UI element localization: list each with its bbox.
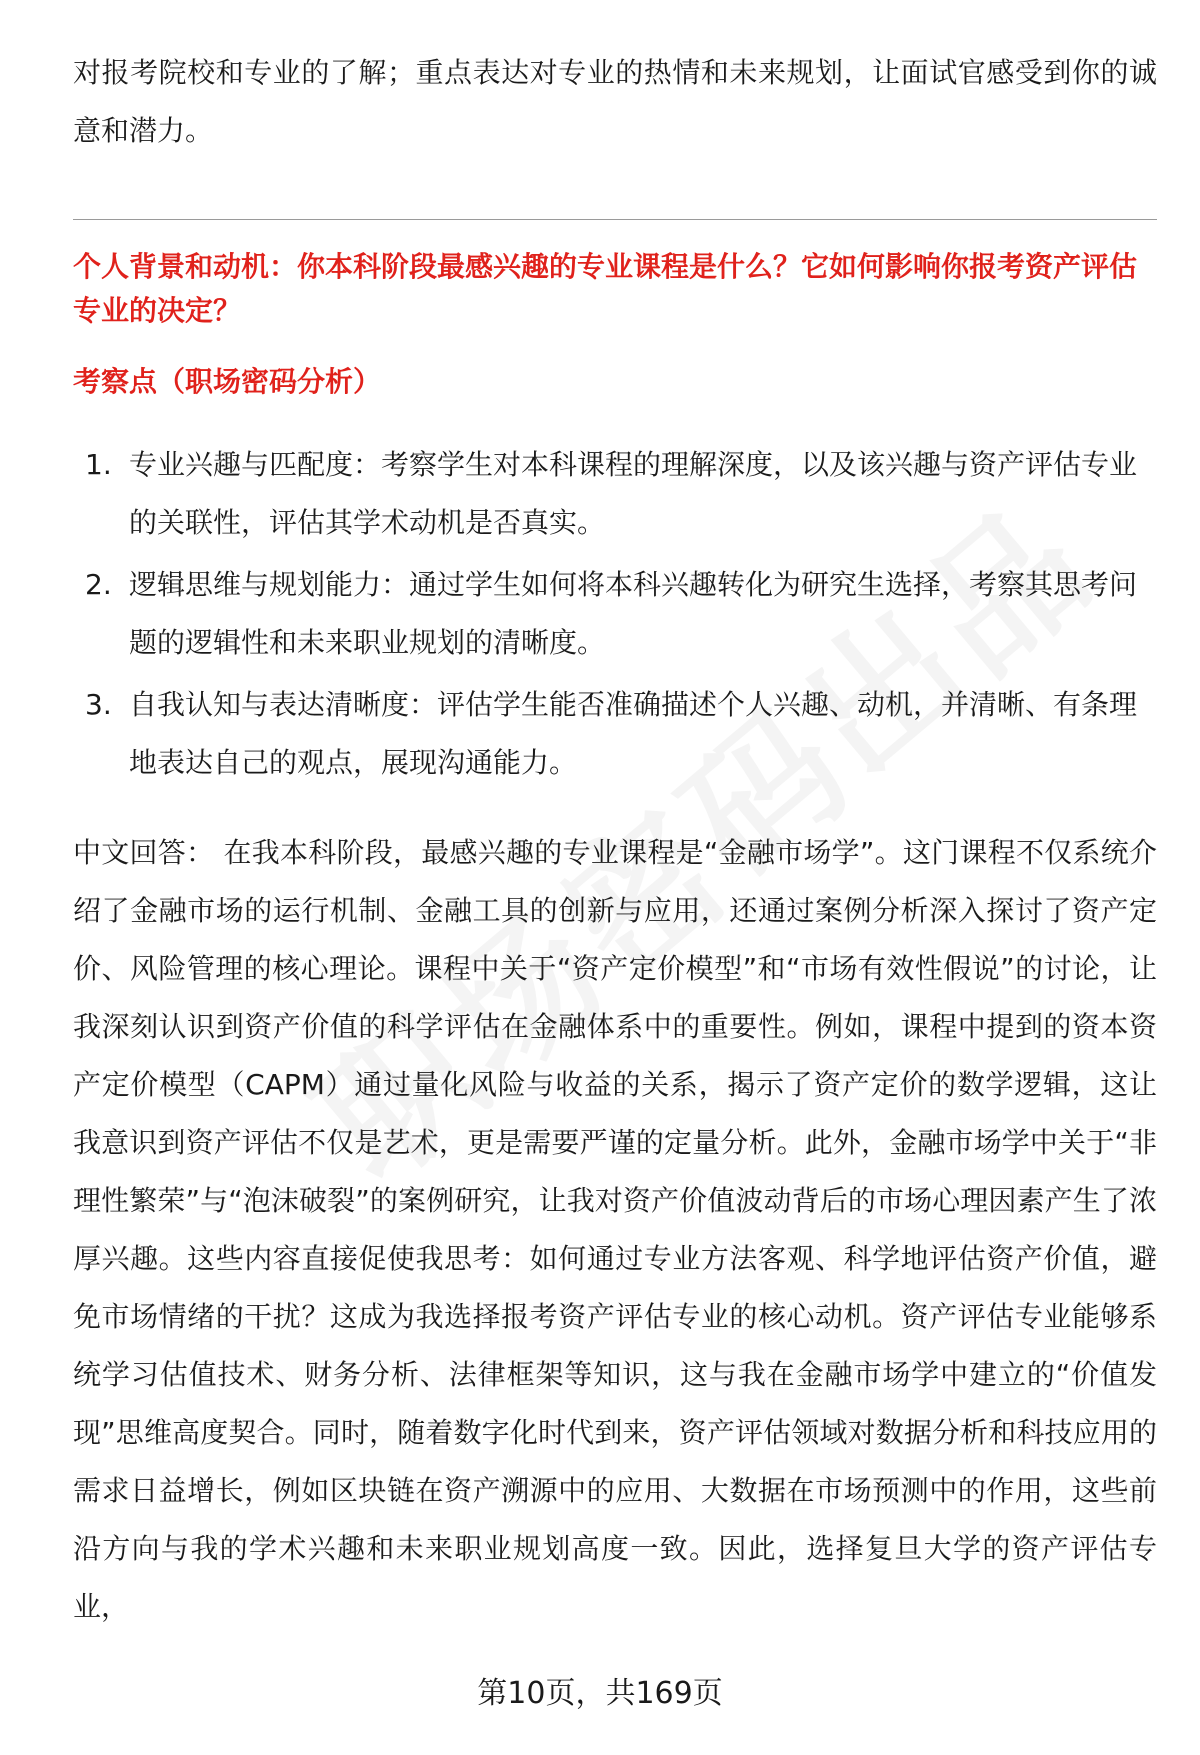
list-item-text: 自我认知与表达清晰度：评估学生能否准确描述个人兴趣、动机，并清晰、有条理地表达自己的观点，展现沟通能力。: [129, 688, 1138, 779]
list-item-number: 3.: [85, 688, 112, 721]
assessment-points-heading: 考察点（职场密码分析）: [73, 365, 382, 398]
list-item: [73, 556, 1157, 672]
assessment-points-list: [73, 436, 1157, 796]
section-divider: [73, 219, 1157, 220]
list-item-text: 专业兴趣与匹配度：考察学生对本科课程的理解深度，以及该兴趣与资产评估专业的关联性，评估其学术动机是否真实。: [129, 448, 1138, 539]
list-item-text: 逻辑思维与规划能力：通过学生如何将本科兴趣转化为研究生选择，考察其思考问题的逻辑性和未来职业规划的清晰度。: [129, 568, 1138, 659]
intro-paragraph: 对报考院校和专业的了解；重点表达对专业的热情和未来规划，让面试官感受到你的诚意和潜力。: [73, 56, 1157, 147]
page-number-footer: 第10页，共169页: [477, 1676, 723, 1711]
list-item-number: 2.: [85, 568, 112, 601]
list-item-number: 1.: [85, 448, 112, 481]
question-heading: 个人背景和动机：你本科阶段最感兴趣的专业课程是什么？它如何影响你报考资产评估专业的决定？: [73, 250, 1138, 327]
list-item: [73, 436, 1157, 552]
list-item: [73, 676, 1157, 792]
answer-paragraph: 中文回答： 在我本科阶段，最感兴趣的专业课程是“金融市场学”。这门课程不仅系统介绍了金融市场的运行机制、金融工具的创新与应用，还通过案例分析深入探讨了资产定价、风险管理的核心理论。课程中关于“资产定价模型”和“市场有效性假说”的讨论，让我深刻认识到资产价值的科学评估在金融体系中的重要性。例如，课程中提到的资本资产定价模型（CAPM）通过量化风险与收益的关系，揭示了资产定价的数学逻辑，这让我意识到资产评估不仅是艺术，更是需要严谨的定量分析。此外，金融市场学中关于“非理性繁荣”与“泡沫破裂”的案例研究，让我对资产价值波动背后的市场心理因素产生了浓厚兴趣。这些内容直接促使我思考：如何通过专业方法客观、科学地评估资产价值，避免市场情绪的干扰？这成为我选择报考资产评估专业的核心动机。资产评估专业能够系统学习估值技术、财务分析、法律框架等知识，这与我在金融市场学中建立的“价值发现”思维高度契合。同时，随着数字化时代到来，资产评估领域对数据分析和科技应用的需求日益增长，例如区块链在资产溯源中的应用、大数据在市场预测中的作用，这些前沿方向与我的学术兴趣和未来职业规划高度一致。因此，选择复旦大学的资产评估专业，: [73, 836, 1157, 1623]
